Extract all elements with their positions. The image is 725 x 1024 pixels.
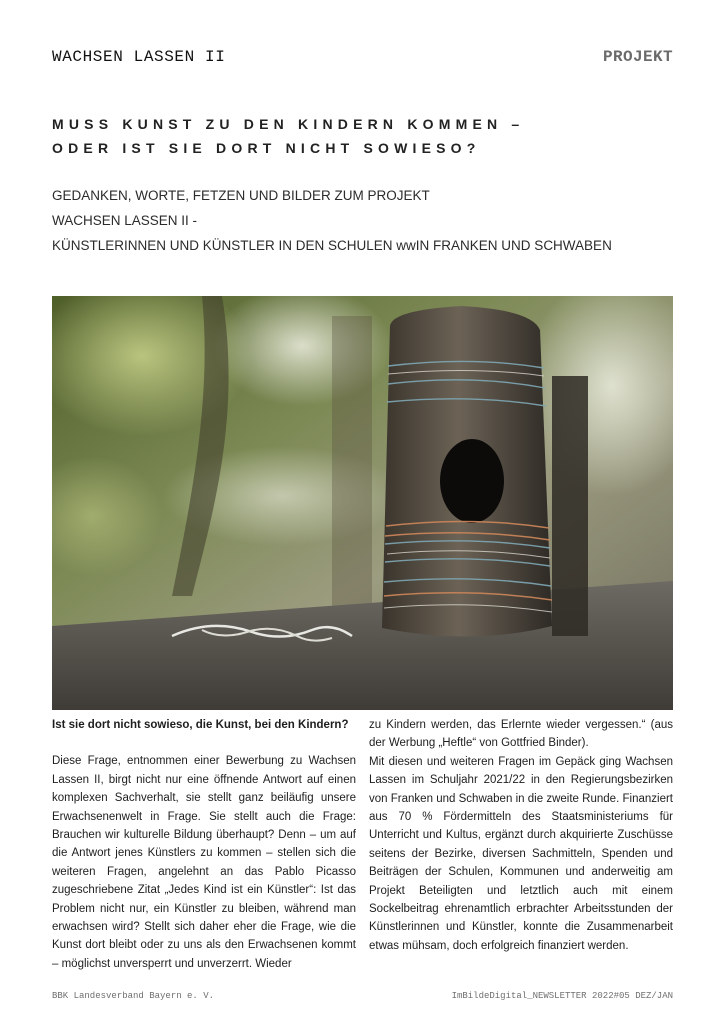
article-subheading <box>52 183 692 258</box>
subhead-line-3: KÜNSTLERINNEN UND KÜNSTLER IN DEN SCHULEN wwIN FRANKEN UND SCHWABEN <box>52 238 612 253</box>
article-photo <box>52 296 673 710</box>
subhead-line-2: WACHSEN LASSEN II - <box>52 213 198 228</box>
bark-log-wrapped-with-thread-icon <box>52 296 673 710</box>
photo-caption: Ist sie dort nicht sowieso, die Kunst, bei den Kindern? <box>52 719 349 731</box>
body-paragraph: Diese Frage, entnommen einer Bewerbung zu Wachsen Lassen II, birgt nicht nur eine öffnende Antwort auf einen komplexen Sachverhalt, sie stellt ganz beiläufig unsere Erwachsenenwelt in Frage. Sie stellt auch die Frage: Brauchen wir kulturelle Bildung überhaupt? Denn – um auf die Antwort jenes Künstlers zu kommen – stellen sich die weiteren Fragen, angelehnt an das Pablo Picasso zugeschriebene Zitat „Jedes Kind ist ein Künstler“: Ist das Problem nicht nur, ein Künstler zu bleiben, während man erwachsen wird? Stellt sich daher eher die Frage, wie die Kunst dort bleibt oder zu uns als den Erwachsenen kommt – möglichst unversperrt und unverzerrt. Wieder <box>52 755 356 970</box>
footer-publisher: BBK Landesverband Bayern e. V. <box>52 991 215 1001</box>
headline-line-2: ODER IST SIE DORT NICHT SOWIESO? <box>52 140 481 156</box>
article-column-left <box>52 716 356 973</box>
category-label: PROJEKT <box>602 48 673 66</box>
headline-line-1: MUSS KUNST ZU DEN KINDERN KOMMEN – <box>52 116 525 132</box>
article-column-right <box>369 716 673 955</box>
footer-issue: ImBildeDigital_NEWSLETTER 2022#05 DEZ/JAN <box>451 991 673 1001</box>
article-headline <box>52 112 682 160</box>
section-title: WACHSEN LASSEN II <box>52 48 226 66</box>
body-paragraph-continued: zu Kindern werden, das Erlernte wieder vergessen.“ (aus der Werbung „Heftle“ von Gottfried Binder). <box>369 719 673 750</box>
subhead-line-1: GEDANKEN, WORTE, FETZEN UND BILDER ZUM PROJEKT <box>52 188 430 203</box>
body-paragraph: Mit diesen und weiteren Fragen im Gepäck ging Wachsen Lassen im Schuljahr 2021/22 in den Regierungsbezirken von Franken und Schwaben in die zweite Runde. Finanziert aus 70 % Fördermitteln des Staatsministeriums für Unterricht und Kultus, ergänzt durch akquirierte Zuschüsse seitens der Bezirke, diversen Sachmitteln, Spenden und Beiträgen der Schulen, Kommunen und anderweitig am Projekt Beteiligten und letztlich auch mit einem Sockelbeitrag ehrenamtlich erbrachter Arbeitsstunden der Künstlerinnen und Künstler, konnte die Zusammenarbeit etwas mühsam, doch erfolgreich finanziert werden. <box>369 755 673 952</box>
